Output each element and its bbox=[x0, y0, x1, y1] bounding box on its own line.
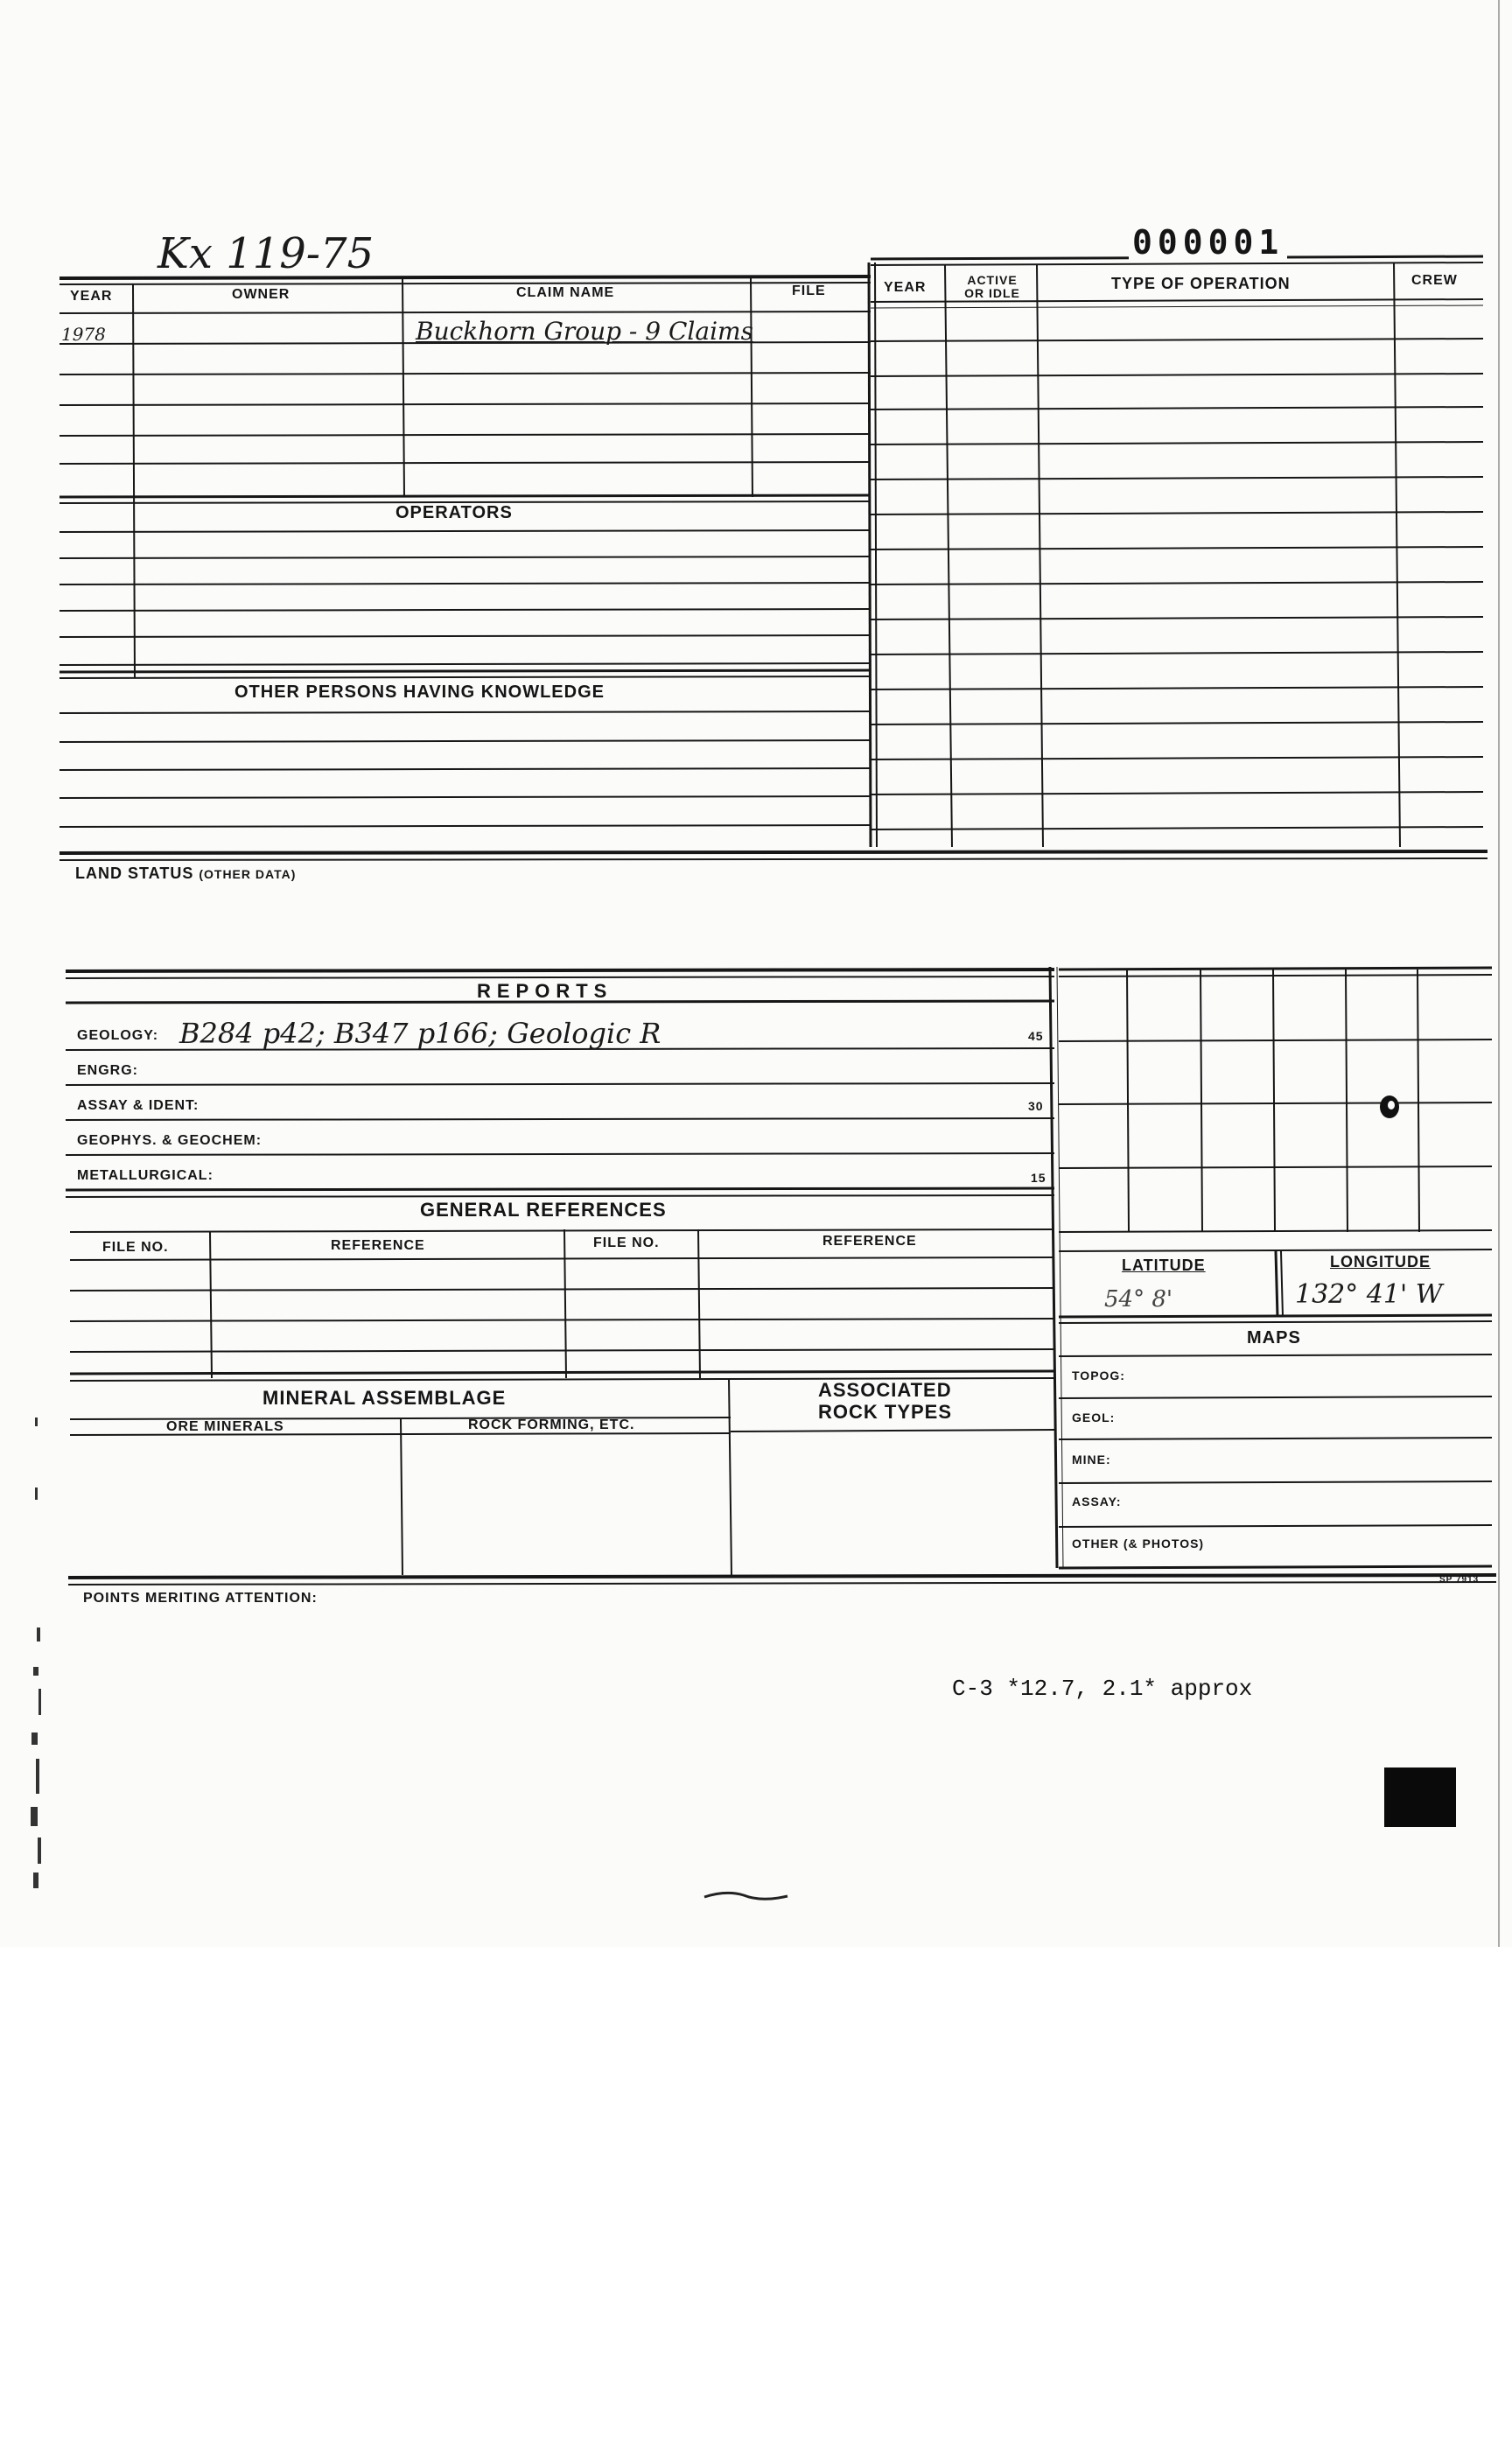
report-value-geology: B284 p42; B347 p166; Geologic R bbox=[179, 1017, 662, 1050]
report-label-geology: GEOLOGY: bbox=[77, 1028, 159, 1043]
scan-noise-left bbox=[31, 1418, 41, 1888]
typed-note: C-3 *12.7, 2.1* approx bbox=[952, 1676, 1253, 1702]
col-year: YEAR bbox=[70, 289, 113, 304]
col-owner: OWNER bbox=[232, 287, 290, 302]
points-meriting-attention-heading: POINTS MERITING ATTENTION: bbox=[83, 1591, 318, 1606]
form-code: SP 7913 bbox=[1439, 1575, 1480, 1585]
general-references-lines bbox=[70, 1229, 1054, 1381]
report-label-assay: ASSAY & IDENT: bbox=[77, 1098, 200, 1113]
report-label-geophys: GEOPHYS. & GEOCHEM: bbox=[77, 1133, 262, 1148]
map-geol: GEOL: bbox=[1072, 1410, 1116, 1424]
claim-row-name: Buckhorn Group - 9 Claims bbox=[416, 317, 753, 346]
col-file: FILE bbox=[792, 284, 826, 298]
claim-row-year: 1978 bbox=[61, 324, 106, 345]
associated-rock-types-heading: ASSOCIATED ROCK TYPES bbox=[818, 1379, 953, 1423]
map-assay: ASSAY: bbox=[1072, 1494, 1122, 1508]
gr-col-reference-2: REFERENCE bbox=[822, 1234, 917, 1249]
maps-heading: MAPS bbox=[1247, 1328, 1301, 1348]
col-crew: CREW bbox=[1411, 273, 1458, 288]
gr-col-file-no-1: FILE NO. bbox=[102, 1240, 169, 1255]
points-lines bbox=[68, 1575, 1496, 1585]
report-label-metallurgical: METALLURGICAL: bbox=[77, 1168, 214, 1183]
reports-heading: REPORTS bbox=[477, 980, 613, 1002]
operations-table-lines bbox=[871, 256, 1483, 847]
land-status-lines bbox=[60, 851, 1488, 860]
land-status-label: LAND STATUS bbox=[75, 864, 194, 882]
map-mine: MINE: bbox=[1072, 1452, 1111, 1466]
other-persons-lines bbox=[60, 711, 871, 827]
gr-col-file-no-2: FILE NO. bbox=[593, 1236, 660, 1250]
latitude-label: LATITUDE bbox=[1122, 1256, 1206, 1274]
claims-table-lines bbox=[60, 262, 877, 847]
report-label-engrg: ENGRG: bbox=[77, 1063, 138, 1078]
land-status-note: (OTHER DATA) bbox=[199, 867, 297, 881]
general-references-heading: GENERAL REFERENCES bbox=[420, 1199, 667, 1221]
land-status-heading bbox=[75, 864, 296, 883]
col-claim-name: CLAIM NAME bbox=[516, 285, 615, 300]
map-other: OTHER (& PHOTOS) bbox=[1072, 1536, 1205, 1550]
longitude-value: 132° 41' W bbox=[1295, 1279, 1443, 1310]
mineral-assemblage-heading: MINERAL ASSEMBLAGE bbox=[262, 1387, 507, 1409]
file-reference-handwritten: Kx 119-75 bbox=[158, 229, 374, 278]
map-topog: TOPOG: bbox=[1072, 1368, 1125, 1382]
gr-col-reference-1: REFERENCE bbox=[331, 1238, 425, 1253]
other-persons-heading: OTHER PERSONS HAVING KNOWLEDGE bbox=[234, 682, 605, 702]
report-num-45: 45 bbox=[1028, 1029, 1044, 1043]
bottom-scan-mark bbox=[704, 1893, 788, 1899]
registration-mark bbox=[1384, 1768, 1456, 1827]
operators-heading: OPERATORS bbox=[396, 503, 513, 522]
location-mark bbox=[1374, 1089, 1409, 1124]
col-op-year: YEAR bbox=[884, 280, 927, 295]
stamp-number: 000001 bbox=[1129, 223, 1287, 262]
operators-lines bbox=[60, 530, 871, 678]
col-active-or-idle: ACTIVE OR IDLE bbox=[964, 273, 1020, 300]
report-num-30: 30 bbox=[1028, 1099, 1044, 1113]
longitude-label: LONGITUDE bbox=[1330, 1253, 1431, 1270]
report-num-15: 15 bbox=[1031, 1171, 1046, 1185]
col-type-of-operation: TYPE OF OPERATION bbox=[1111, 275, 1291, 292]
ore-minerals-heading: ORE MINERALS bbox=[166, 1419, 284, 1434]
latitude-value: 54° 8' bbox=[1104, 1286, 1173, 1312]
rock-forming-heading: ROCK FORMING, ETC. bbox=[468, 1418, 635, 1432]
